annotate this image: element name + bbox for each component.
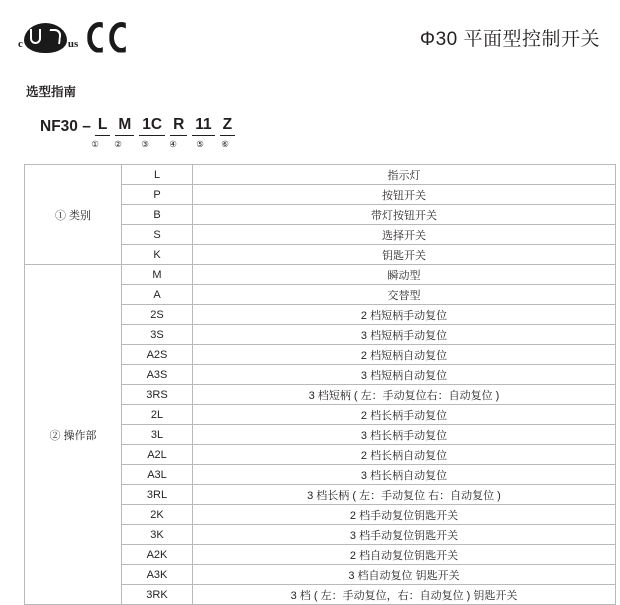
model-code-block <box>40 116 606 150</box>
code-cell: 3L <box>122 425 193 445</box>
desc-cell: 带灯按钮开关 <box>193 205 616 225</box>
model-code-segment-3: 1C <box>139 116 165 136</box>
model-code-index-3: ③ <box>141 139 149 149</box>
ce-e-icon <box>109 22 134 53</box>
ce-c-icon <box>87 22 112 53</box>
desc-cell: 交替型 <box>193 285 616 305</box>
desc-cell: 3 档自动复位 钥匙开关 <box>193 565 616 585</box>
ul-certification-mark <box>18 23 78 53</box>
model-code-index-1: ① <box>91 139 99 149</box>
code-cell: P <box>122 185 193 205</box>
model-code-index-6: ⑥ <box>221 139 229 149</box>
code-cell: M <box>122 265 193 285</box>
desc-cell: 3 档短柄自动复位 <box>193 365 616 385</box>
model-code-index-5: ⑤ <box>196 139 204 149</box>
model-code-segment-4: R <box>170 116 187 136</box>
selection-guide-table <box>24 164 616 605</box>
section-title: 选型指南 <box>26 85 77 99</box>
desc-cell: 2 档手动复位钥匙开关 <box>193 505 616 525</box>
model-code-segment-6: Z <box>220 116 235 136</box>
code-cell: A <box>122 285 193 305</box>
code-cell: A2S <box>122 345 193 365</box>
code-cell: A2K <box>122 545 193 565</box>
desc-cell: 瞬动型 <box>193 265 616 285</box>
page-title: Φ30 平面型控制开关 <box>419 28 600 50</box>
ce-certification-mark <box>87 22 137 53</box>
desc-cell: 3 档长柄自动复位 <box>193 465 616 485</box>
ul-badge-icon <box>24 23 67 53</box>
desc-cell: 3 档 ( 左：手动复位，右：自动复位 ) 钥匙开关 <box>193 585 616 605</box>
code-cell: S <box>122 225 193 245</box>
desc-cell: 2 档短柄手动复位 <box>193 305 616 325</box>
desc-cell: 2 档短柄自动复位 <box>193 345 616 365</box>
table-row <box>25 265 616 285</box>
group-label-operation: ② 操作部 <box>25 265 122 605</box>
code-cell: L <box>122 165 193 185</box>
desc-cell: 钥匙开关 <box>193 245 616 265</box>
ul-us-label: us <box>67 37 79 50</box>
certification-marks <box>14 22 137 53</box>
group-label-category: ① 类别 <box>25 165 122 265</box>
desc-cell: 2 档长柄手动复位 <box>193 405 616 425</box>
model-code-index-4: ④ <box>169 139 177 149</box>
code-cell: 2S <box>122 305 193 325</box>
model-code-segment-1: L <box>95 116 110 136</box>
ul-c-label: c <box>18 37 23 50</box>
code-cell: A2L <box>122 445 193 465</box>
code-cell: 3RS <box>122 385 193 405</box>
model-code-indices <box>40 139 606 150</box>
desc-cell: 2 档长柄自动复位 <box>193 445 616 465</box>
desc-cell: 3 档长柄手动复位 <box>193 425 616 445</box>
code-cell: 3K <box>122 525 193 545</box>
code-cell: 2K <box>122 505 193 525</box>
desc-cell: 指示灯 <box>193 165 616 185</box>
model-code-segment-2: M <box>115 116 134 136</box>
table-row <box>25 165 616 185</box>
code-cell: 3S <box>122 325 193 345</box>
desc-cell: 3 档手动复位钥匙开关 <box>193 525 616 545</box>
desc-cell: 3 档短柄手动复位 <box>193 325 616 345</box>
desc-cell: 3 档短柄 ( 左：手动复位右：自动复位 ) <box>193 385 616 405</box>
desc-cell: 2 档自动复位钥匙开关 <box>193 545 616 565</box>
desc-cell: 3 档长柄 ( 左：手动复位 右：自动复位 ) <box>193 485 616 505</box>
model-code-line <box>40 116 606 136</box>
code-cell: A3S <box>122 365 193 385</box>
desc-cell: 选择开关 <box>193 225 616 245</box>
code-cell: K <box>122 245 193 265</box>
model-code-segment-5: 11 <box>192 116 214 136</box>
code-cell: A3K <box>122 565 193 585</box>
model-code-prefix: NF30 – <box>40 118 91 135</box>
page-header <box>14 14 606 60</box>
code-cell: 2L <box>122 405 193 425</box>
model-code-index-2: ② <box>114 139 122 149</box>
code-cell: A3L <box>122 465 193 485</box>
code-cell: B <box>122 205 193 225</box>
desc-cell: 按钮开关 <box>193 185 616 205</box>
code-cell: 3RK <box>122 585 193 605</box>
code-cell: 3RL <box>122 485 193 505</box>
